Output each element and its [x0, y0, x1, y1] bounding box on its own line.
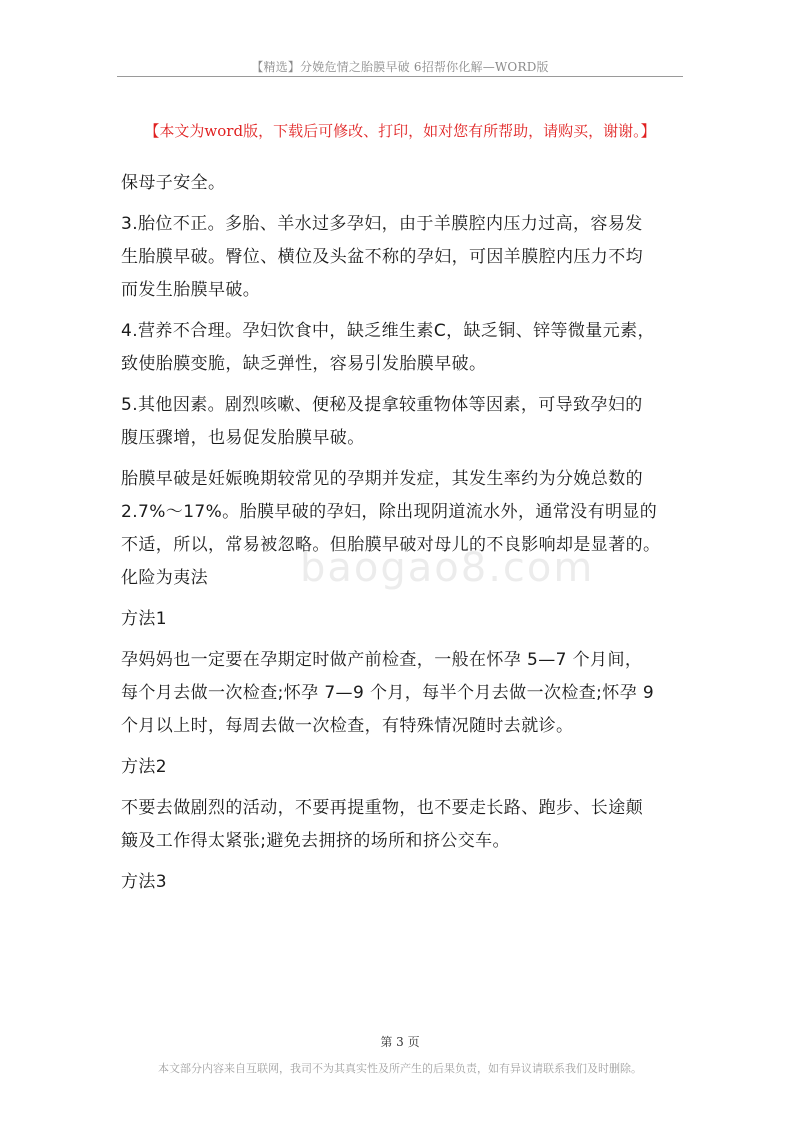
text-line: 方法3 [121, 872, 168, 892]
paragraph [121, 389, 681, 455]
text-line: 不要去做剧烈的活动，不要再提重物，也不要走长路、跑步、长途颠 [121, 798, 643, 818]
text-line: 胎膜早破是妊娠晚期较常见的孕期并发症，其发生率约为分娩总数的 [121, 469, 643, 489]
method-heading [121, 866, 681, 899]
text-line: 2.7%～17%。胎膜早破的孕妇，除出现阴道流水外，通常没有明显的 [121, 502, 658, 522]
document-body [121, 167, 681, 899]
page-number: 第 3 页 [380, 1035, 420, 1049]
text-line: 每个月去做一次检查;怀孕 7—9 个月，每半个月去做一次检查;怀孕 9 [121, 683, 655, 703]
document-header: 【精选】分娩危情之胎膜早破 6招帮你化解—WORD版 [251, 60, 549, 74]
text-line: 腹压骤增，也易促发胎膜早破。 [121, 428, 365, 448]
text-line: 3.胎位不正。多胎、羊水过多孕妇，由于羊膜腔内压力过高，容易发 [121, 214, 643, 234]
watermark: baogao8.com [300, 545, 595, 591]
paragraph [121, 792, 681, 858]
text-line: 个月以上时，每周去做一次检查，有特殊情况随时去就诊。 [121, 716, 574, 736]
text-line: 5.其他因素。剧烈咳嗽、便秘及提拿较重物体等因素，可导致孕妇的 [121, 395, 643, 415]
method-heading [121, 751, 681, 784]
text-line: 保母子安全。 [121, 173, 226, 193]
text-line: 致使胎膜变脆，缺乏弹性，容易引发胎膜早破。 [121, 354, 487, 374]
text-line: 生胎膜早破。臀位、横位及头盆不称的孕妇，可因羊膜腔内压力不均 [121, 247, 643, 267]
download-notice: 【本文为word版，下载后可修改、打印，如对您有所帮助，请购买，谢谢。】 [144, 122, 656, 140]
paragraph [121, 208, 681, 307]
text-line: 簸及工作得太紧张;避免去拥挤的场所和挤公交车。 [121, 831, 510, 851]
text-line: 方法2 [121, 757, 168, 777]
paragraph [121, 315, 681, 381]
paragraph [121, 167, 681, 200]
text-line: 不适，所以，常易被忽略。但胎膜早破对母儿的不良影响却是显著的。 [121, 535, 661, 555]
text-line: 而发生胎膜早破。 [121, 280, 261, 300]
text-line: 方法1 [121, 609, 168, 629]
header-divider [117, 76, 683, 77]
section-heading: 化险为夷法 [121, 568, 208, 588]
method-heading [121, 603, 681, 636]
text-line: 孕妈妈也一定要在孕期定时做产前检查，一般在怀孕 5—7 个月间， [121, 650, 643, 670]
paragraph [121, 463, 681, 595]
paragraph [121, 644, 681, 743]
disclaimer-footer: 本文部分内容来自互联网，我司不为其真实性及所产生的后果负责，如有异议请联系我们及时删除。 [158, 1062, 642, 1075]
text-line: 4.营养不合理。孕妇饮食中，缺乏维生素C，缺乏铜、锌等微量元素， [121, 321, 655, 341]
